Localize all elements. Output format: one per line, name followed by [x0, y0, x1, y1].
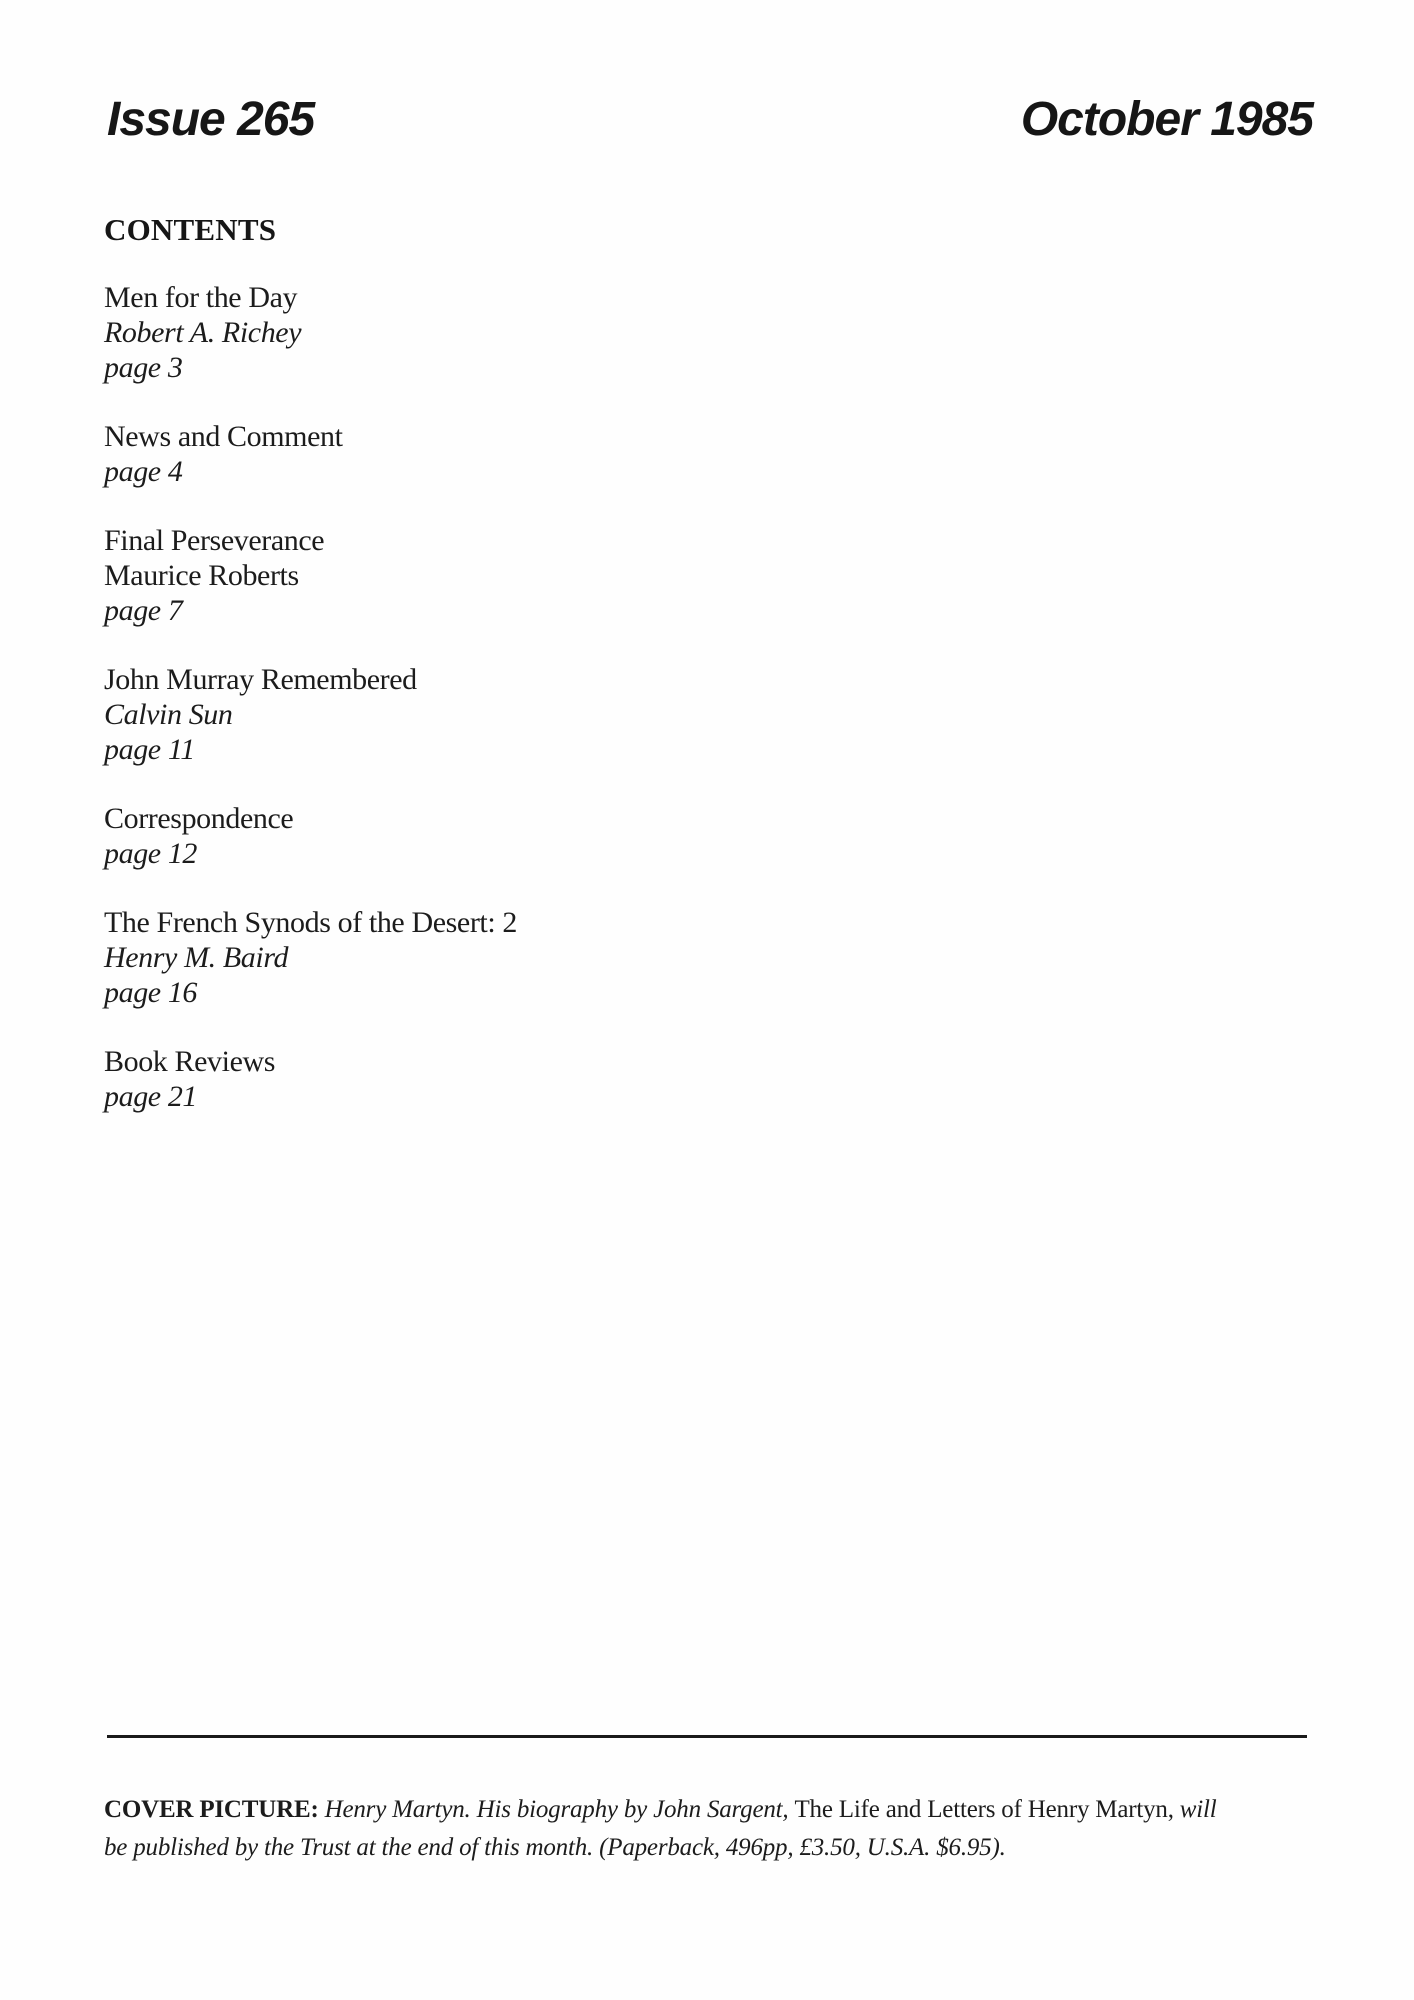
cover-picture-book-title: The Life and Letters of Henry Martyn,: [794, 1796, 1180, 1823]
cover-picture-note: [104, 1791, 1334, 1867]
toc-entry-author: Robert A. Richey: [104, 316, 302, 349]
toc-entry-author: Maurice Roberts: [104, 559, 299, 592]
toc-entry: [104, 523, 804, 628]
toc-entry: [104, 419, 804, 489]
toc-entry: [104, 1044, 804, 1114]
toc-entry-title: The French Synods of the Desert: 2: [104, 906, 517, 939]
cover-picture-caption-italic-end: will: [1179, 1796, 1217, 1823]
toc-entry-page: page 12: [104, 837, 198, 870]
toc-entry-page: page 4: [104, 455, 183, 488]
toc-entry-title: Final Perseverance: [104, 524, 325, 557]
toc-entry: [104, 662, 804, 767]
cover-picture-line-1: [104, 1791, 1334, 1829]
cover-picture-line-2: [104, 1829, 1334, 1867]
contents-list: [104, 280, 804, 1148]
toc-entry: [104, 801, 804, 871]
toc-entry-title: Correspondence: [104, 802, 294, 835]
toc-entry-page: page 21: [104, 1080, 198, 1113]
toc-entry-page: page 3: [104, 351, 183, 384]
toc-entry-title: John Murray Remembered: [104, 663, 417, 696]
masthead: [107, 93, 1313, 146]
toc-entry: [104, 905, 804, 1010]
toc-entry-title: Men for the Day: [104, 281, 298, 314]
toc-entry-author: Calvin Sun: [104, 698, 233, 731]
issue-number: Issue 265: [107, 93, 315, 146]
toc-entry-author: Henry M. Baird: [104, 941, 289, 974]
toc-entry-title: Book Reviews: [104, 1045, 276, 1078]
toc-entry-page: page 11: [104, 733, 195, 766]
cover-picture-caption-italic: Henry Martyn. His biography by John Sargent,: [324, 1796, 795, 1823]
toc-entry-title: News and Comment: [104, 420, 343, 453]
toc-entry-page: page 7: [104, 594, 183, 627]
cover-picture-label: COVER PICTURE:: [104, 1796, 325, 1823]
contents-heading: CONTENTS: [104, 212, 277, 247]
issue-date: October 1985: [1020, 93, 1313, 146]
footer-divider-rule: [107, 1735, 1307, 1738]
cover-picture-caption-continuation: be published by the Trust at the end of this month. (Paperback, 496pp, £3.50, U.S.A. $6.95).: [104, 1834, 1006, 1861]
toc-entry-page: page 16: [104, 976, 198, 1009]
toc-entry: [104, 280, 804, 385]
